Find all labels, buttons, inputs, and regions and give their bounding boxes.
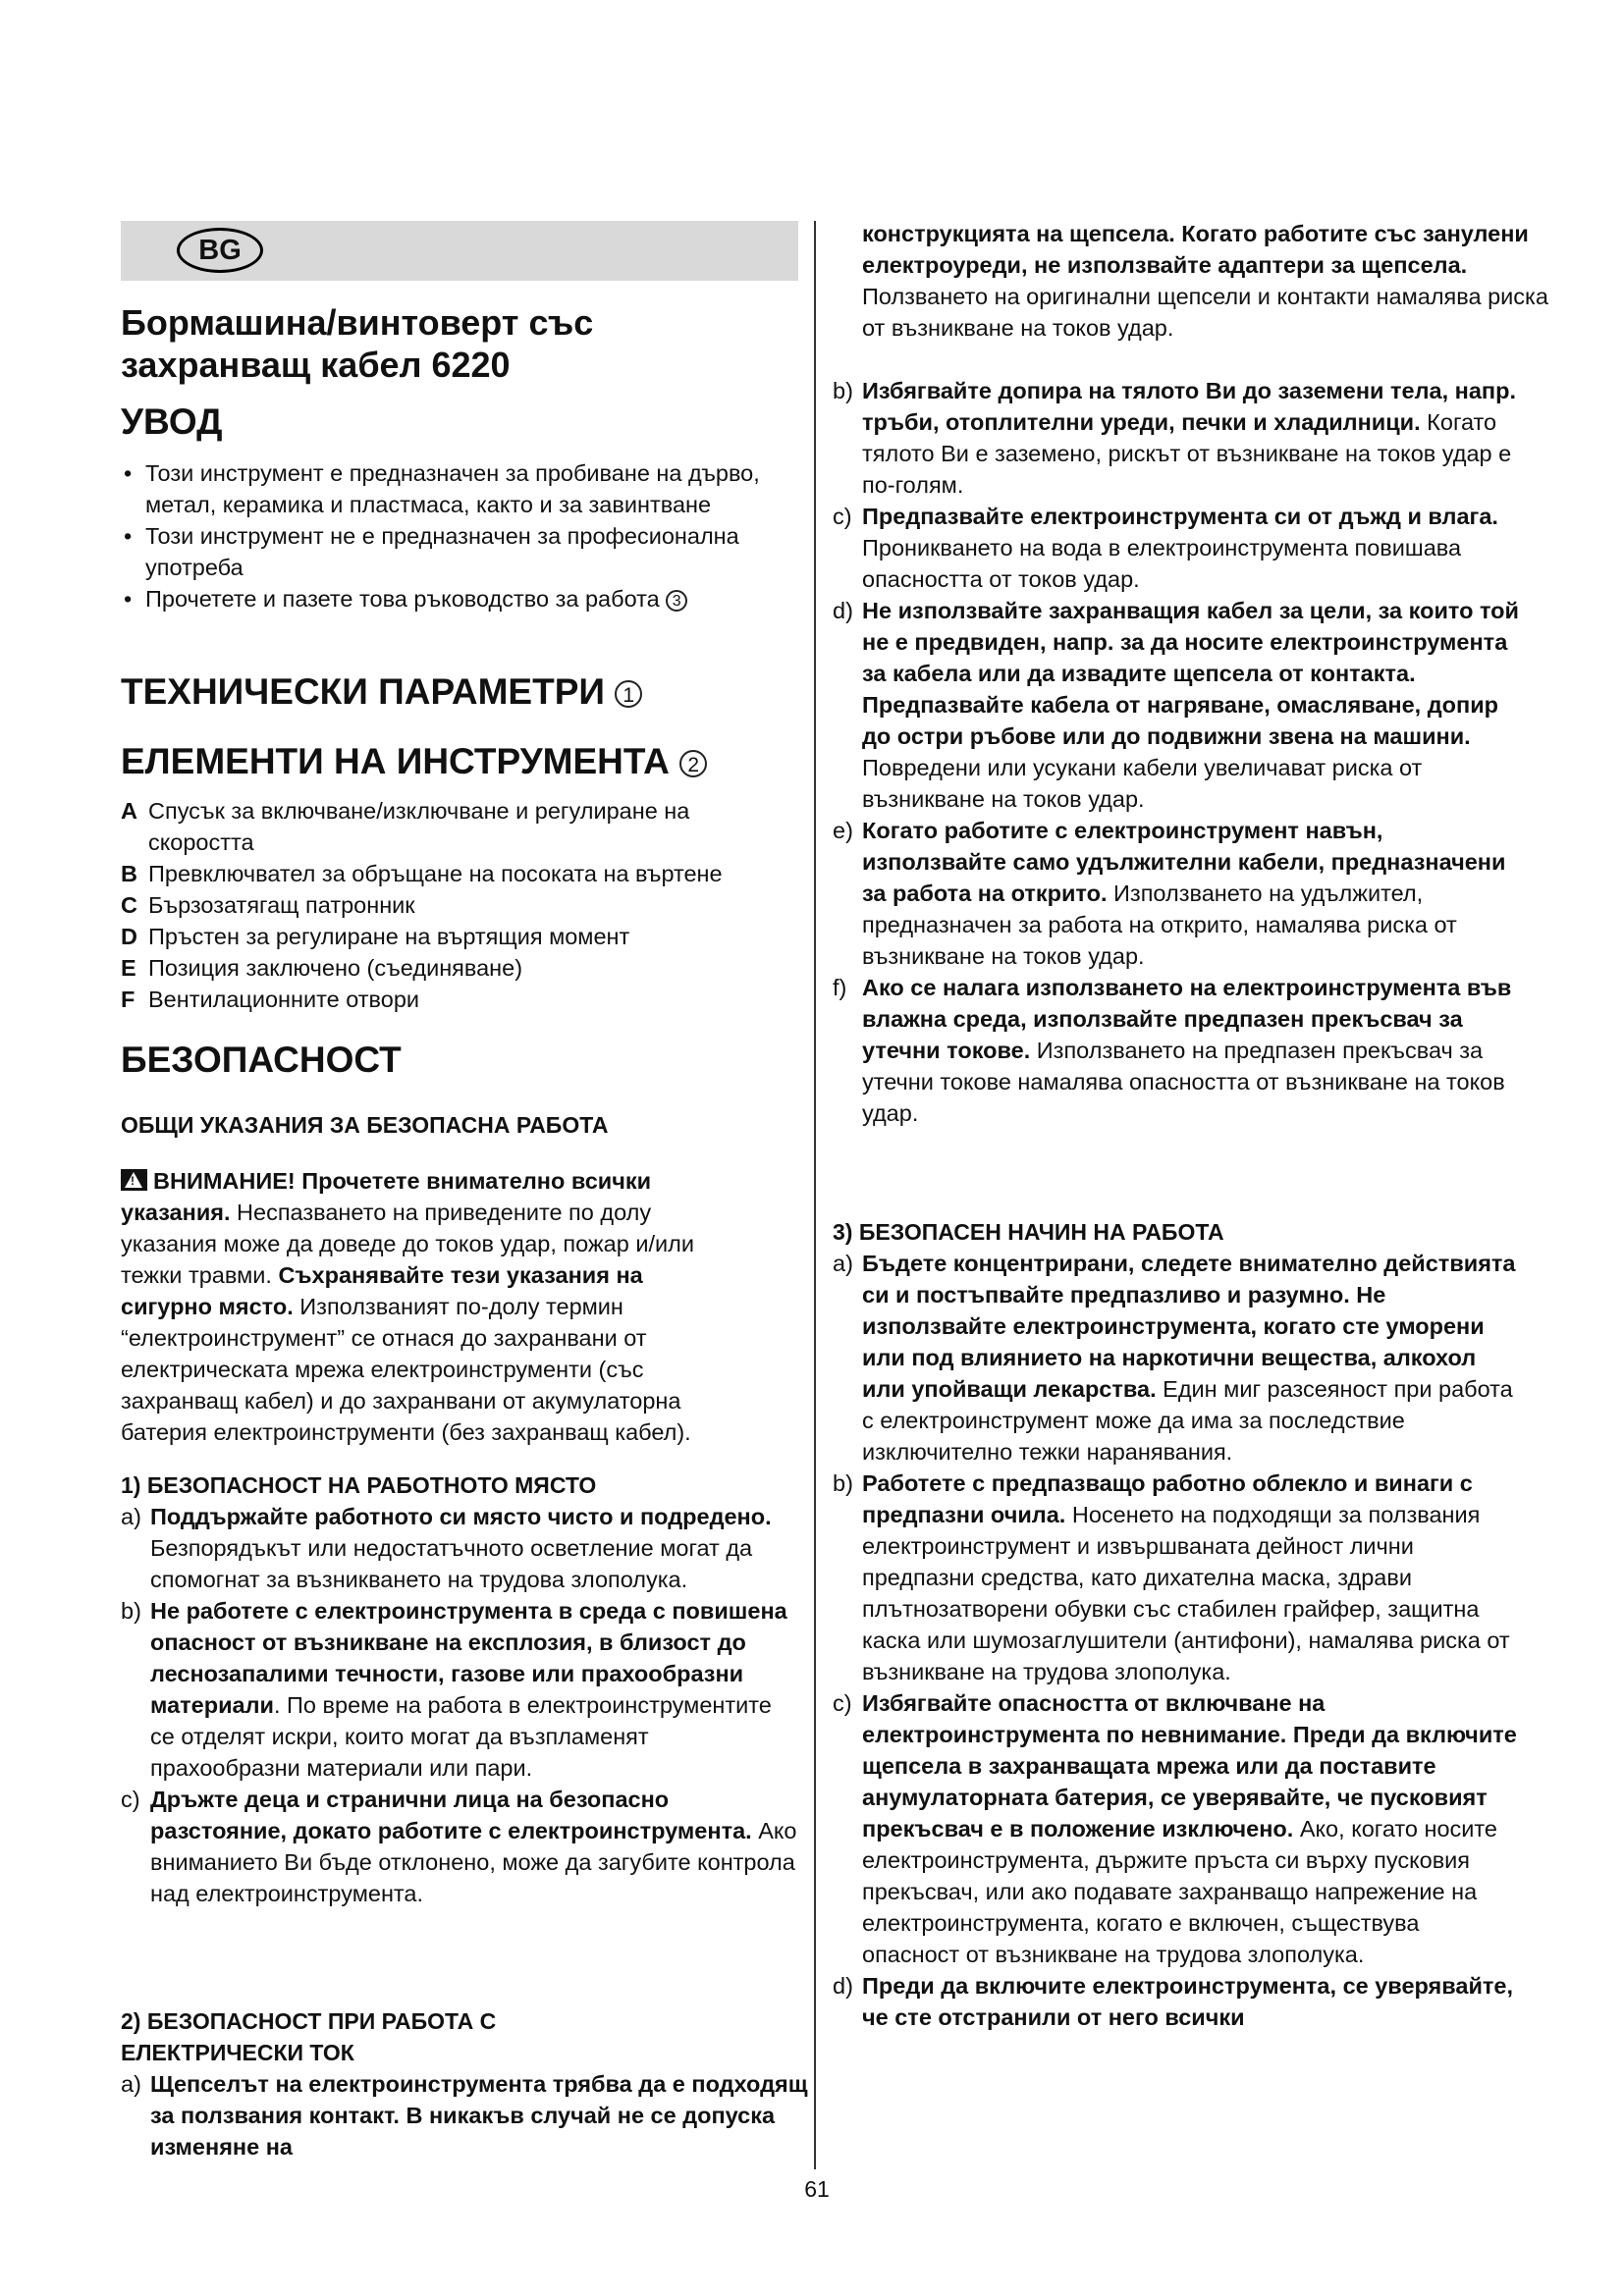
item-bold: Щепселът на електроинструмента трябва да е подходящ за ползвания контакт. В никакъв случай не се допуска изменяне на xyxy=(150,2071,808,2160)
item-text: Когато тялото Ви е заземено, рискът от възникване на токов удар е по-голям. xyxy=(862,409,1512,498)
item-text: Проникването на вода в електроинструмента повишава опасността от токов удар. xyxy=(862,535,1462,592)
warning-icon-mark: ! xyxy=(131,1174,135,1188)
list-item xyxy=(121,795,798,858)
general-safety-heading: ОБЩИ УКАЗАНИЯ ЗА БЕЗОПАСНА РАБОТА xyxy=(121,1112,609,1138)
list-item xyxy=(833,375,1520,501)
list-item xyxy=(121,889,798,921)
item-text: Един миг разсеяност при работа с електроинструмент може да има за последствие изключително тежки наранявания. xyxy=(862,1376,1513,1465)
item-letter: c) xyxy=(833,504,852,529)
item-letter: b) xyxy=(833,378,853,403)
list-item: • Този инструмент не е предназначен за професионална употреба xyxy=(121,520,769,583)
section3-heading: 3) БЕЗОПАСЕН НАЧИН НА РАБОТА xyxy=(833,1219,1224,1245)
list-item xyxy=(833,501,1520,595)
item-text: Вентилационните отвори xyxy=(148,987,420,1012)
item-text: Позиция заключено (съединяване) xyxy=(148,955,523,981)
list-item xyxy=(121,858,798,889)
column-divider xyxy=(814,221,816,2169)
item-letter: F xyxy=(121,987,135,1012)
list-item: • Този инструмент е предназначен за пробиване на дърво, метал, керамика и пластмаса, както и за завинтване xyxy=(121,457,769,520)
list-item xyxy=(833,1687,1520,1970)
list-item xyxy=(833,595,1520,815)
item-bold: Не използвайте захранващия кабел за цели, за които той не е предвиден, напр. за да носите електроинструмента за кабела или да извадите щепсела от контакта. Предпазвайте кабела от нагряване, омасляване, допир до остри ръбове или до подвижни звена на машини. xyxy=(862,598,1519,749)
item-bold: Преди да включите електроинструмента, се уверявайте, че сте отстранили от него всички xyxy=(862,1973,1514,2030)
item-text: Пръстен за регулиране на въртящия момент xyxy=(148,924,630,949)
section2-heading: 2) БЕЗОПАСНОСТ ПРИ РАБОТА С ЕЛЕКТРИЧЕСКИ ТОК xyxy=(121,2008,497,2065)
bullet-text: Прочетете и пазете това ръководство за работа xyxy=(145,586,660,612)
item-text: Бързозатягащ патронник xyxy=(148,892,415,918)
item-bold: Дръжте деца и странични лица на безопасно разстояние, докато работите с електроинструмента. xyxy=(150,1787,752,1843)
list-item xyxy=(833,815,1520,972)
section2-item-a-continued xyxy=(833,218,1549,344)
item-bold: Не работете с електроинструмента в среда с повишена опасност от възникване на експлозия, в близост до леснозапалими течности, газове или прахообразни материали xyxy=(150,1598,787,1718)
language-banner xyxy=(121,221,798,281)
page-title: Бормашина/винтоверт със захранващ кабел 6220 xyxy=(121,302,594,385)
item-letter: a) xyxy=(121,2071,141,2097)
list-item xyxy=(833,1468,1520,1687)
right-column xyxy=(833,0,1548,2030)
item-text: Превключвател за обръщане на посоката на въртене xyxy=(148,861,723,886)
intro-heading: УВОД xyxy=(121,401,223,442)
item-letter: A xyxy=(121,798,137,824)
item-letter: e) xyxy=(833,818,853,843)
warning-bold-2: Съхранявайте тези указания на сигурно място. xyxy=(121,1262,643,1319)
warning-paragraph xyxy=(121,1165,730,1448)
warning-text-2: Използваният по-долу термин “електроинструмент” се отнася до захранвани от електрическата мрежа електроинструменти (със захранващ кабел) и до захранвани от акумулаторна батерия електроинструменти (без захранващ кабел). xyxy=(121,1294,691,1445)
item-letter: c) xyxy=(833,1690,852,1716)
item-letter: a) xyxy=(121,1504,141,1529)
section2-item-a-start xyxy=(121,2068,828,2163)
item-letter: a) xyxy=(833,1251,853,1276)
item-bold: Бъдете концентрирани, следете внимателно действията си и постъпвайте предпазливо и разумно. Не използвайте електроинструмента, когато сте уморени или под влиянието на наркотични вещества, алкохол или упойващи лекарства. xyxy=(862,1251,1516,1402)
item-letter: c) xyxy=(121,1787,140,1812)
item-letter: E xyxy=(121,955,136,981)
item-bold: Когато работите с електроинструмент навън, използвайте само удължителни кабели, предназначени за работа на открито. xyxy=(862,818,1506,906)
elements-list xyxy=(121,795,798,1015)
list-item xyxy=(121,984,798,1015)
item-text: . По време на работа в електроинструментите се отделят искри, които могат да възпламенят прахообразни материали или пари. xyxy=(150,1692,772,1781)
list-item xyxy=(833,1970,1520,2033)
list-item xyxy=(121,921,798,952)
figure-ref-2: 2 xyxy=(679,750,707,777)
list-item xyxy=(121,1501,798,1595)
page-number: 61 xyxy=(804,2176,830,2202)
item-text: Използването на удължител, предназначен за работа на открито, намалява риска от възникване на токов удар. xyxy=(862,881,1457,969)
item-letter: b) xyxy=(833,1470,853,1496)
warning-text-1: Неспазването на приведените по долу указания може да доведе до токов удар, пожар и/или тежки травми. xyxy=(121,1200,694,1288)
item-bold: конструкцията на щепсела. Когато работите със занулени електроуреди, не използвайте адаптери за щепсела. xyxy=(862,221,1529,278)
item-text: Безпорядъкът или недостатъчното осветление могат да спомогнат за възникването на трудова злополука. xyxy=(150,1535,753,1592)
language-badge: BG xyxy=(177,228,263,273)
tech-heading xyxy=(121,670,642,714)
list-item xyxy=(121,583,769,614)
elements-heading-text: ЕЛЕМЕНТИ НА ИНСТРУМЕНТА xyxy=(121,741,670,781)
item-text: Ако вниманието Ви бъде отклонено, може да загубите контрола над електроинструмента. xyxy=(150,1818,797,1906)
warning-bold-1: ВНИМАНИЕ! Прочетете внимателно всички указания. xyxy=(121,1168,652,1225)
item-text: Спусък за включване/изключване и регулиране на скоростта xyxy=(148,798,690,855)
section3-list xyxy=(833,1248,1520,2033)
item-bold: Поддържайте работното си място чисто и подредено. xyxy=(150,1504,772,1529)
item-bold: Избягвайте опасността от включване на електроинструмента по невнимание. Преди да включите щепсела в захранващата мрежа или да поставите анумулаторната батерия, се уверявайте, че пусковият прекъсвач е в положение изключено. xyxy=(862,1690,1517,1842)
figure-ref-3: 3 xyxy=(666,590,687,612)
item-letter: f) xyxy=(833,975,847,1000)
list-item xyxy=(121,952,798,984)
item-letter: C xyxy=(121,892,137,918)
item-letter: D xyxy=(121,924,137,949)
item-bold: Предпазвайте електроинструмента си от дъжд и влага. xyxy=(862,504,1498,529)
item-bold: Работете с предпазващо работно облекло и винаги с предпазни очила. xyxy=(862,1470,1473,1527)
item-letter: d) xyxy=(833,598,853,623)
item-bold: Избягвайте допира на тялото Ви до заземени тела, напр. тръби, отоплителни уреди, печки и хладилници. xyxy=(862,378,1517,435)
item-text: Носенето на подходящи за ползвания електроинструмент и извършваната дейност лични предпазни средства, като дихателна маска, здрави плътнозатворени обувки със стабилен грайфер, защитна каска или шумозаглушители (антифони), намалява риска от възникване на трудова злополука. xyxy=(862,1502,1510,1684)
item-letter: d) xyxy=(833,1973,853,1999)
section2-list xyxy=(833,375,1520,1129)
item-text: Повредени или усукани кабели увеличават риска от възникване на токов удар. xyxy=(862,755,1423,812)
intro-bullets xyxy=(121,457,769,614)
elements-heading xyxy=(121,740,707,783)
warning-icon xyxy=(121,1169,147,1191)
list-item xyxy=(121,1784,798,1909)
tech-heading-text: ТЕХНИЧЕСКИ ПАРАМЕТРИ xyxy=(121,671,605,712)
list-item xyxy=(833,972,1520,1129)
figure-ref-1: 1 xyxy=(615,680,642,708)
item-text: Ползването на оригинални щепсели и контакти намалява риска от възникване на токов удар. xyxy=(862,284,1548,341)
item-text: Ако, когато носите електроинструмента, държите пръста си върху пусковия прекъсвач, или ако подавате захранващо напрежение на електроинструмента, когато е включен, съществува опасност от възникване на трудова злополука. xyxy=(862,1816,1498,1967)
item-letter: b) xyxy=(121,1598,141,1624)
list-item xyxy=(833,1248,1520,1468)
section1-list xyxy=(121,1501,798,1909)
item-text: Използването на предпазен прекъсвач за утечни токове намалява опасността от възникване на токов удар. xyxy=(862,1038,1505,1126)
item-letter: B xyxy=(121,861,137,886)
section1-heading: 1) БЕЗОПАСНОСТ НА РАБОТНОТО МЯСТО xyxy=(121,1472,597,1498)
list-item xyxy=(121,1595,798,1784)
safety-heading: БЕЗОПАСНОСТ xyxy=(121,1040,402,1080)
item-bold: Ако се налага използването на електроинструмента във влажна среда, използвайте предпазен прекъсвач за утечни токове. xyxy=(862,975,1512,1063)
